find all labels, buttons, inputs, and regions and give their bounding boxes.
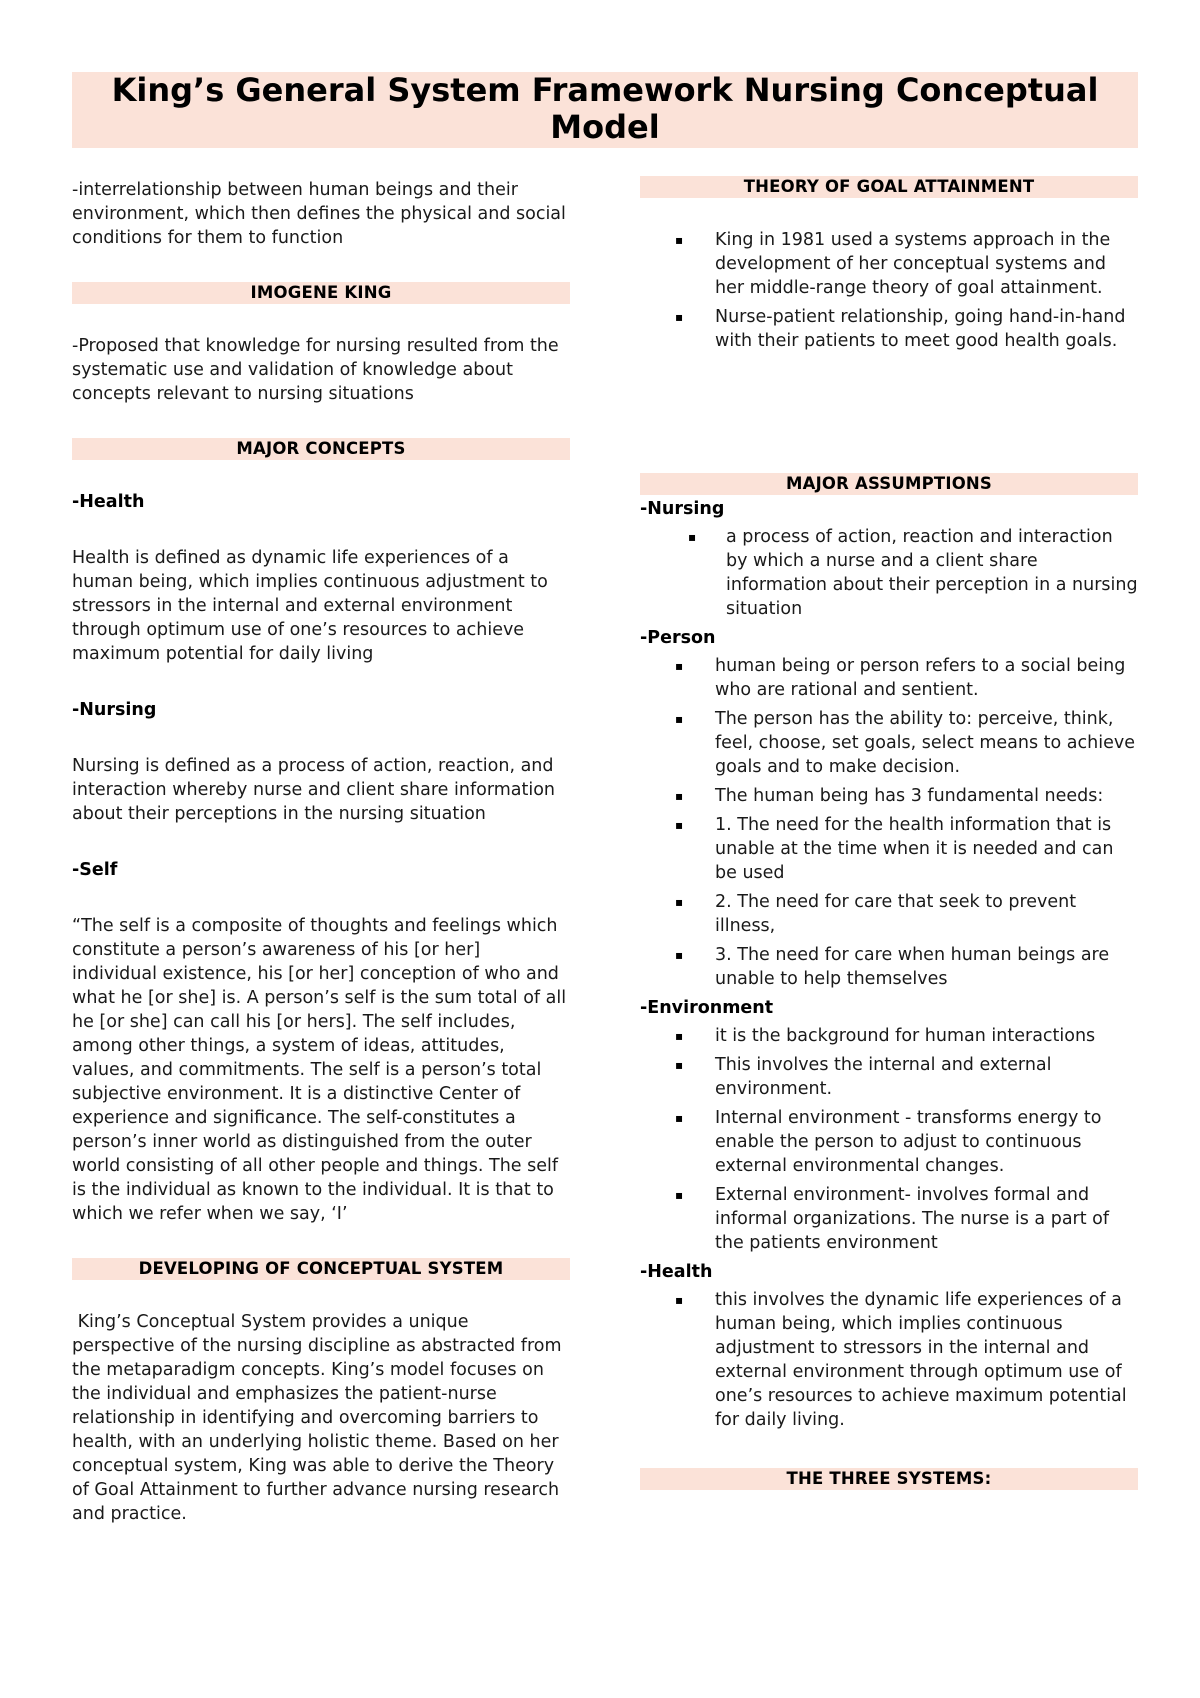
list-item: ▪ this involves the dynamic life experiences of a human being, which implies continuous adjustment to stressors in the internal and external environment through optimum use of one’s resources to achieve maximum potential for daily living. [640,1288,1138,1432]
list-item: ▪ The human being has 3 fundamental needs: [640,784,1138,808]
assumption-health-list [640,1288,1138,1432]
assumption-person-list [640,654,1138,991]
assumption-nursing-label: -Nursing [640,499,725,519]
three-systems-heading: THE THREE SYSTEMS: [640,1468,1138,1490]
list-item: ▪ This involves the internal and external environment. [640,1053,1138,1101]
list-item: ▪ Internal environment - transforms energy to enable the person to adjust to continuous external environmental changes. [640,1106,1138,1178]
imogene-king-heading: IMOGENE KING [72,282,570,304]
goal-attainment-list [640,228,1138,353]
concept-nursing-paragraph: Nursing is defined as a process of action, reaction, and interaction whereby nurse and client share information about their perceptions in the nursing situation [72,756,555,824]
major-assumptions-heading: MAJOR ASSUMPTIONS [640,473,1138,495]
list-item: ▪ External environment- involves formal and informal organizations. The nurse is a part of the patients environment [640,1183,1138,1255]
concept-self-paragraph: “The self is a composite of thoughts and feelings which constitute a person’s awareness of his [or her] individual existence, his [or her] conception of who and what he [or she] is. A person’s self is the sum total of all he [or she] can call his [or hers]. The self includes, among other things, a system of ideas, attitudes, values, and commitments. The self is a person’s total subjective environment. It is a distinctive Center of experience and significance. The self-constitutes a person’s inner world as distinguished from the outer world consisting of all other people and things. The self is the individual as known to the individual. It is that to which we refer when we say, ‘I’ [72,916,567,1224]
developing-conceptual-system-paragraph: King’s Conceptual System provides a unique perspective of the nursing discipline as abstracted from the metaparadigm concepts. King’s model focuses on the individual and emphasizes the patient-nurse relationship in identifying and overcoming barriers to health, with an underlying holistic theme. Based on her conceptual system, King was able to derive the Theory of Goal Attainment to further advance nursing research and practice. [72,1312,568,1524]
assumption-environment-label: -Environment [640,998,774,1018]
list-item: ▪ human being or person refers to a social being who are rational and sentient. [640,654,1138,702]
list-item: ▪ a process of action, reaction and interaction by which a nurse and a client share information about their perception in a nursing situation [640,525,1138,621]
concept-health-paragraph: Health is defined as dynamic life experiences of a human being, which implies continuous adjustment to stressors in the internal and external environment through optimum use of one’s resources to achieve maximum potential for daily living [72,548,548,664]
list-item: ▪ 3. The need for care when human beings are unable to help themselves [640,943,1138,991]
list-item: ▪ The person has the ability to: perceive, think, feel, choose, set goals, select means to achieve goals and to make decision. [640,707,1138,779]
right-column [640,176,1138,1490]
theory-of-goal-attainment-heading: THEORY OF GOAL ATTAINMENT [640,176,1138,198]
developing-conceptual-system-heading: DEVELOPING OF CONCEPTUAL SYSTEM [72,1258,570,1280]
list-item: ▪ it is the background for human interactions [640,1024,1138,1048]
list-item: ▪ 2. The need for care that seek to prevent illness, [640,890,1138,938]
document-title: King’s General System Framework Nursing Conceptual Model [72,72,1138,148]
assumption-health-label: -Health [640,1262,713,1282]
intro-paragraph: -interrelationship between human beings and their environment, which then defines the physical and social conditions for them to function [72,180,566,248]
concept-health-label: -Health [72,492,145,512]
list-item: ▪ King in 1981 used a systems approach in the development of her conceptual systems and her middle-range theory of goal attainment. [640,228,1138,300]
assumption-nursing-list [640,525,1138,621]
list-item: ▪ Nurse-patient relationship, going hand-in-hand with their patients to meet good health goals. [640,305,1138,353]
assumption-environment-list [640,1024,1138,1255]
concept-self-label: -Self [72,860,118,880]
left-column [72,178,570,1526]
major-concepts-heading: MAJOR CONCEPTS [72,438,570,460]
list-item: ▪ 1. The need for the health information that is unable at the time when it is needed and can be used [640,813,1138,885]
assumption-person-label: -Person [640,628,716,648]
concept-nursing-label: -Nursing [72,700,157,720]
imogene-king-paragraph: -Proposed that knowledge for nursing resulted from the systematic use and validation of knowledge about concepts relevant to nursing situations [72,336,559,404]
